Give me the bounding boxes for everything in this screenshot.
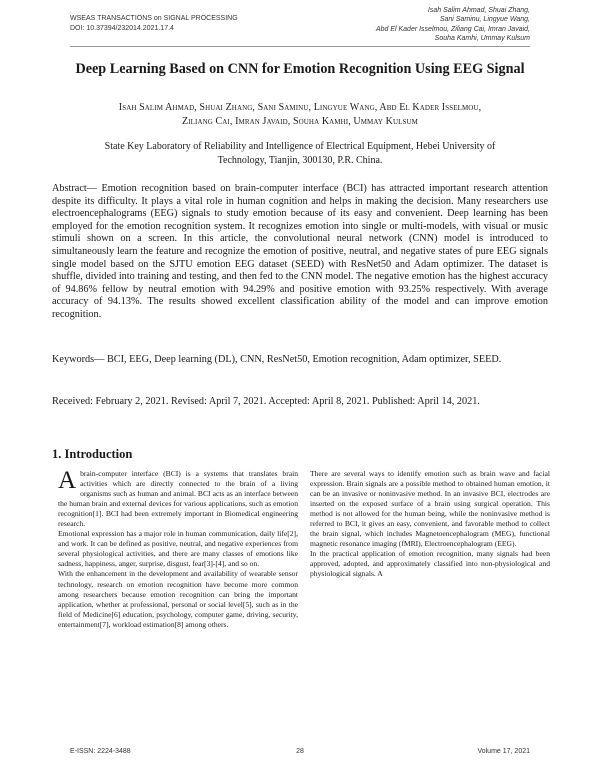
paragraph [58, 469, 298, 529]
author-line: Ziliang Cai, Imran Javaid, Souha Kamhi, Ummay Kulsum [182, 116, 418, 127]
header-divider [70, 46, 530, 47]
paragraph: Emotional expression has a major role in human communication, daily life[2], and work. It can be defined as positive, neutral, and negative experiences from several physiological activities, and there are many classes of emotions like sadness, happiness, anger, surprise, disgust, fear[3]-[4], and so on. [58, 529, 298, 569]
affiliation: State Key Laboratory of Reliability and Intelligence of Electrical Equipment, Hebei University of Technology, Tianjin, 300130, P.R. China. [104, 141, 496, 166]
volume: Volume 17, 2021 [477, 748, 530, 755]
page-number: 28 [296, 748, 304, 755]
paragraph: In the practical application of emotion recognition, many signals had been approved, adopted, and approximately classified into non-physiological and physiological signals. A [310, 549, 550, 579]
right-column [310, 469, 550, 580]
author-line: Isah Salim Ahmad, Shuai Zhang, Sani Saminu, Lingyue Wang, Abd El Kader Isselmou, [118, 102, 482, 113]
running-header-authors [376, 6, 530, 44]
paper-title: Deep Learning Based on CNN for Emotion Recognition Using EEG Signal [75, 61, 525, 77]
publication-dates: Received: February 2, 2021. Revised: April 7, 2021. Accepted: April 8, 2021. Published: April 14, 2021. [52, 396, 480, 407]
journal-name: WSEAS TRANSACTIONS on SIGNAL PROCESSING [70, 15, 238, 22]
header-author-line: Sani Saminu, Lingyue Wang, [439, 16, 530, 24]
page-footer [70, 748, 530, 760]
paragraph: There are several ways to identify emotion such as brain wave and facial expression. Brain signals are a possible method to obtained human emotion, it can be an invasive or noninvasive method. In an invasive BCI, electrodes are inserted on the exposed surface of a brain using surgical operation. This method is not allowed for the human being, while the noninvasive method is referred to BCI, it gives an easy, convenient, and favorable method to collect the brain signal, which includes Magnetoencephalogram (MEG), functional magnetic resonance imaging (fMRI), Electroencephalogram (EEG). [310, 469, 550, 549]
left-column [58, 469, 298, 630]
running-header-left [70, 14, 238, 34]
drop-cap: A [58, 467, 77, 494]
abstract: Abstract— Emotion recognition based on brain-computer interface (BCI) has attracted important research attention despite its difficulty. It plays a vital role in human cognition and helps in making the decision. Many researchers use electroencephalograms (EEG) signals to study emotion because of its easy and convenient. Deep learning has been employed for the emotion recognition system. It recognizes emotion into single or multi-models, with visual or music stimuli shown on a screen. In this article, the convolutional neural network (CNN) model is introduced to simultaneously learn the feature and recognize the emotion of positive, neutral, and negative states of pure EEG signals single model based on the SJTU emotion EEG dataset (SEED) with ResNet50 and Adam optimizer. The dataset is shuffle, divided into training and testing, and then fed to the CNN model. The negative emotion has the highest accuracy of 94.86% fellow by neutral emotion with 94.29% and positive emotion with 93.25% respectively. With average accuracy of 94.13%. The results showed excellent classification ability of the model and can improve emotion recognition. [52, 183, 548, 320]
paragraph-text: brain-computer interface (BCI) is a systems that translates brain activities which are directly connected to the brain of a living organisms such as human and animal. BCI acts as an interface between the human brain and external devices for various applications, such as emotion recognition[1]. BCI had been extremely important in Biomedical engineering research. [58, 469, 298, 529]
header-author-line: Isah Salim Ahmad, Shuai Zhang, [427, 7, 530, 14]
author-list [70, 101, 530, 129]
doi: DOI: 10.37394/232014.2021.17.4 [70, 25, 174, 32]
keywords: Keywords— BCI, EEG, Deep learning (DL), CNN, ResNet50, Emotion recognition, Adam optimizer, SEED. [52, 354, 502, 365]
paragraph: With the enhancement in the development and availability of wearable sensor technology, research on emotion recognition have become more common among researchers because emotion recognition can bring the important application, whether at professional, personal or social level[5], such as in the field of Medicine[6] education, psychology, computer game, driving, security, entertainment[7], workload estimation[8] among others. [58, 569, 298, 629]
issn: E-ISSN: 2224-3488 [70, 748, 131, 755]
header-author-line: Souha Kamhi, Ummay Kulsum [434, 35, 530, 43]
header-author-line: Abd El Kader Isselmou, Ziliang Cai, Imran Javaid, [375, 25, 530, 33]
section-heading: 1. Introduction [52, 447, 133, 461]
